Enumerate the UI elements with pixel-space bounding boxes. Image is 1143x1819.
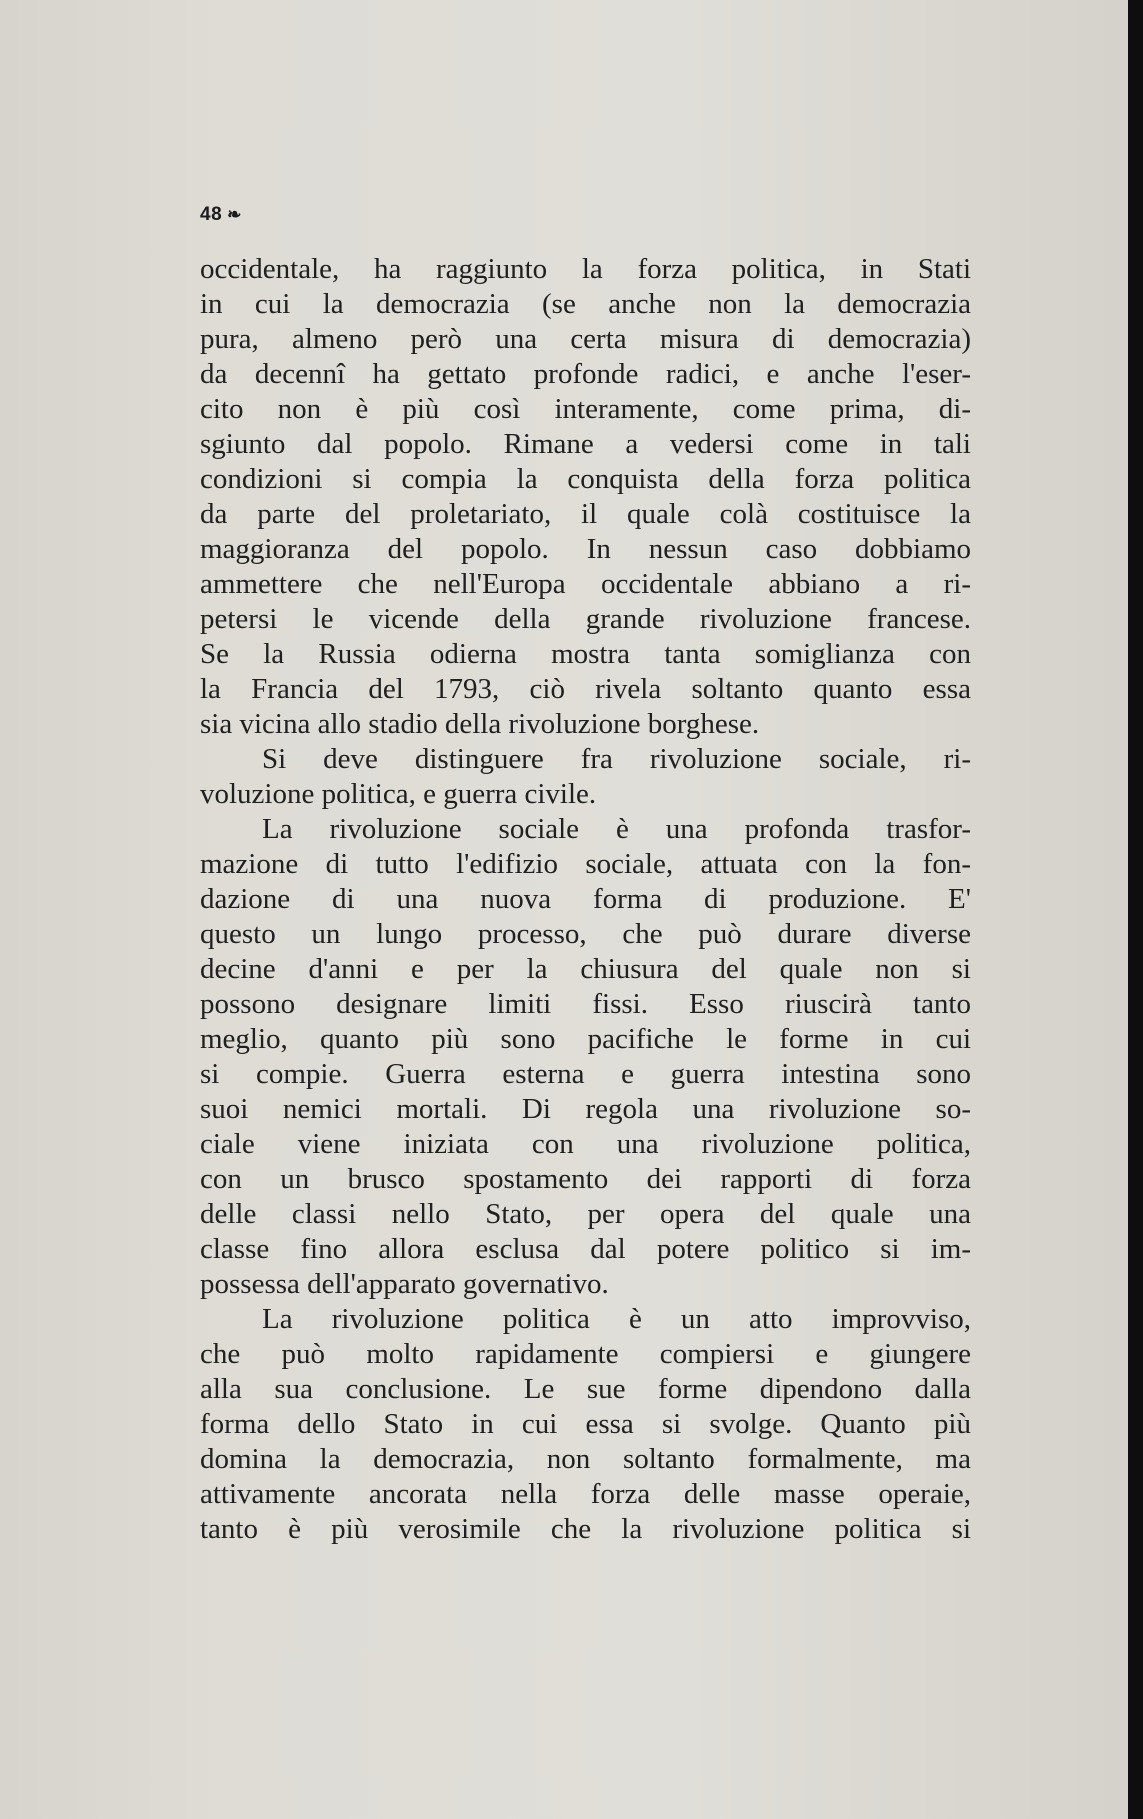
text-line: condizioni si compia la conquista della forza politica xyxy=(200,463,971,495)
text-line: possessa dell'apparato governativo. xyxy=(200,1268,609,1300)
text-line: voluzione politica, e guerra civile. xyxy=(200,778,597,810)
text-line: attivamente ancorata nella forza delle masse operaie, xyxy=(200,1478,971,1510)
text-line: la Francia del 1793, ciò rivela soltanto quanto essa xyxy=(200,673,971,705)
text-line: occidentale, ha raggiunto la forza politica, in Stati xyxy=(200,253,971,285)
body-text xyxy=(200,252,971,1547)
text-line: Se la Russia odierna mostra tanta somiglianza con xyxy=(200,638,971,670)
fleuron-icon: ❧ xyxy=(227,205,242,224)
text-line: da parte del proletariato, il quale colà costituisce la xyxy=(200,498,971,530)
text-line: sia vicina allo stadio della rivoluzione borghese. xyxy=(200,708,760,740)
text-line: possono designare limiti fissi. Esso riuscirà tanto xyxy=(200,988,971,1020)
text-line: in cui la democrazia (se anche non la democrazia xyxy=(200,288,971,320)
text-line: classe fino allora esclusa dal potere politico si im- xyxy=(200,1233,971,1265)
text-line: mazione di tutto l'edifizio sociale, attuata con la fon- xyxy=(200,848,971,880)
text-line: ciale viene iniziata con una rivoluzione politica, xyxy=(200,1128,971,1160)
text-line: tanto è più verosimile che la rivoluzione politica si xyxy=(200,1513,971,1545)
text-line: dazione di una nuova forma di produzione. E' xyxy=(200,883,971,915)
text-line: ammettere che nell'Europa occidentale abbiano a ri- xyxy=(200,568,971,600)
text-line: Si deve distinguere fra rivoluzione sociale, ri- xyxy=(262,743,971,775)
text-line: delle classi nello Stato, per opera del quale una xyxy=(200,1198,971,1230)
text-line: petersi le vicende della grande rivoluzione francese. xyxy=(200,603,971,635)
page-header xyxy=(200,204,242,226)
text-line: meglio, quanto più sono pacifiche le forme in cui xyxy=(200,1023,971,1055)
text-line: con un brusco spostamento dei rapporti di forza xyxy=(200,1163,971,1195)
text-line: che può molto rapidamente compiersi e giungere xyxy=(200,1338,971,1370)
text-line: pura, almeno però una certa misura di democrazia) xyxy=(200,323,971,355)
text-line: forma dello Stato in cui essa si svolge. Quanto più xyxy=(200,1408,971,1440)
text-line: domina la democrazia, non soltanto formalmente, ma xyxy=(200,1443,971,1475)
text-line: maggioranza del popolo. In nessun caso dobbiamo xyxy=(200,533,971,565)
text-line: decine d'anni e per la chiusura del quale non si xyxy=(200,953,971,985)
text-line: cito non è più così interamente, come prima, di- xyxy=(200,393,971,425)
text-line: suoi nemici mortali. Di regola una rivoluzione so- xyxy=(200,1093,971,1125)
text-line: alla sua conclusione. Le sue forme dipendono dalla xyxy=(200,1373,971,1405)
text-line: questo un lungo processo, che può durare diverse xyxy=(200,918,971,950)
text-line: La rivoluzione sociale è una profonda trasfor- xyxy=(262,813,971,845)
text-line: da decennî ha gettato profonde radici, e anche l'eser- xyxy=(200,358,971,390)
text-line: La rivoluzione politica è un atto improvviso, xyxy=(262,1303,971,1335)
page-edge-shadow xyxy=(1128,0,1143,1819)
text-line: si compie. Guerra esterna e guerra intestina sono xyxy=(200,1058,971,1090)
text-line: sgiunto dal popolo. Rimane a vedersi come in tali xyxy=(200,428,971,460)
page-number: 48 xyxy=(200,204,223,225)
